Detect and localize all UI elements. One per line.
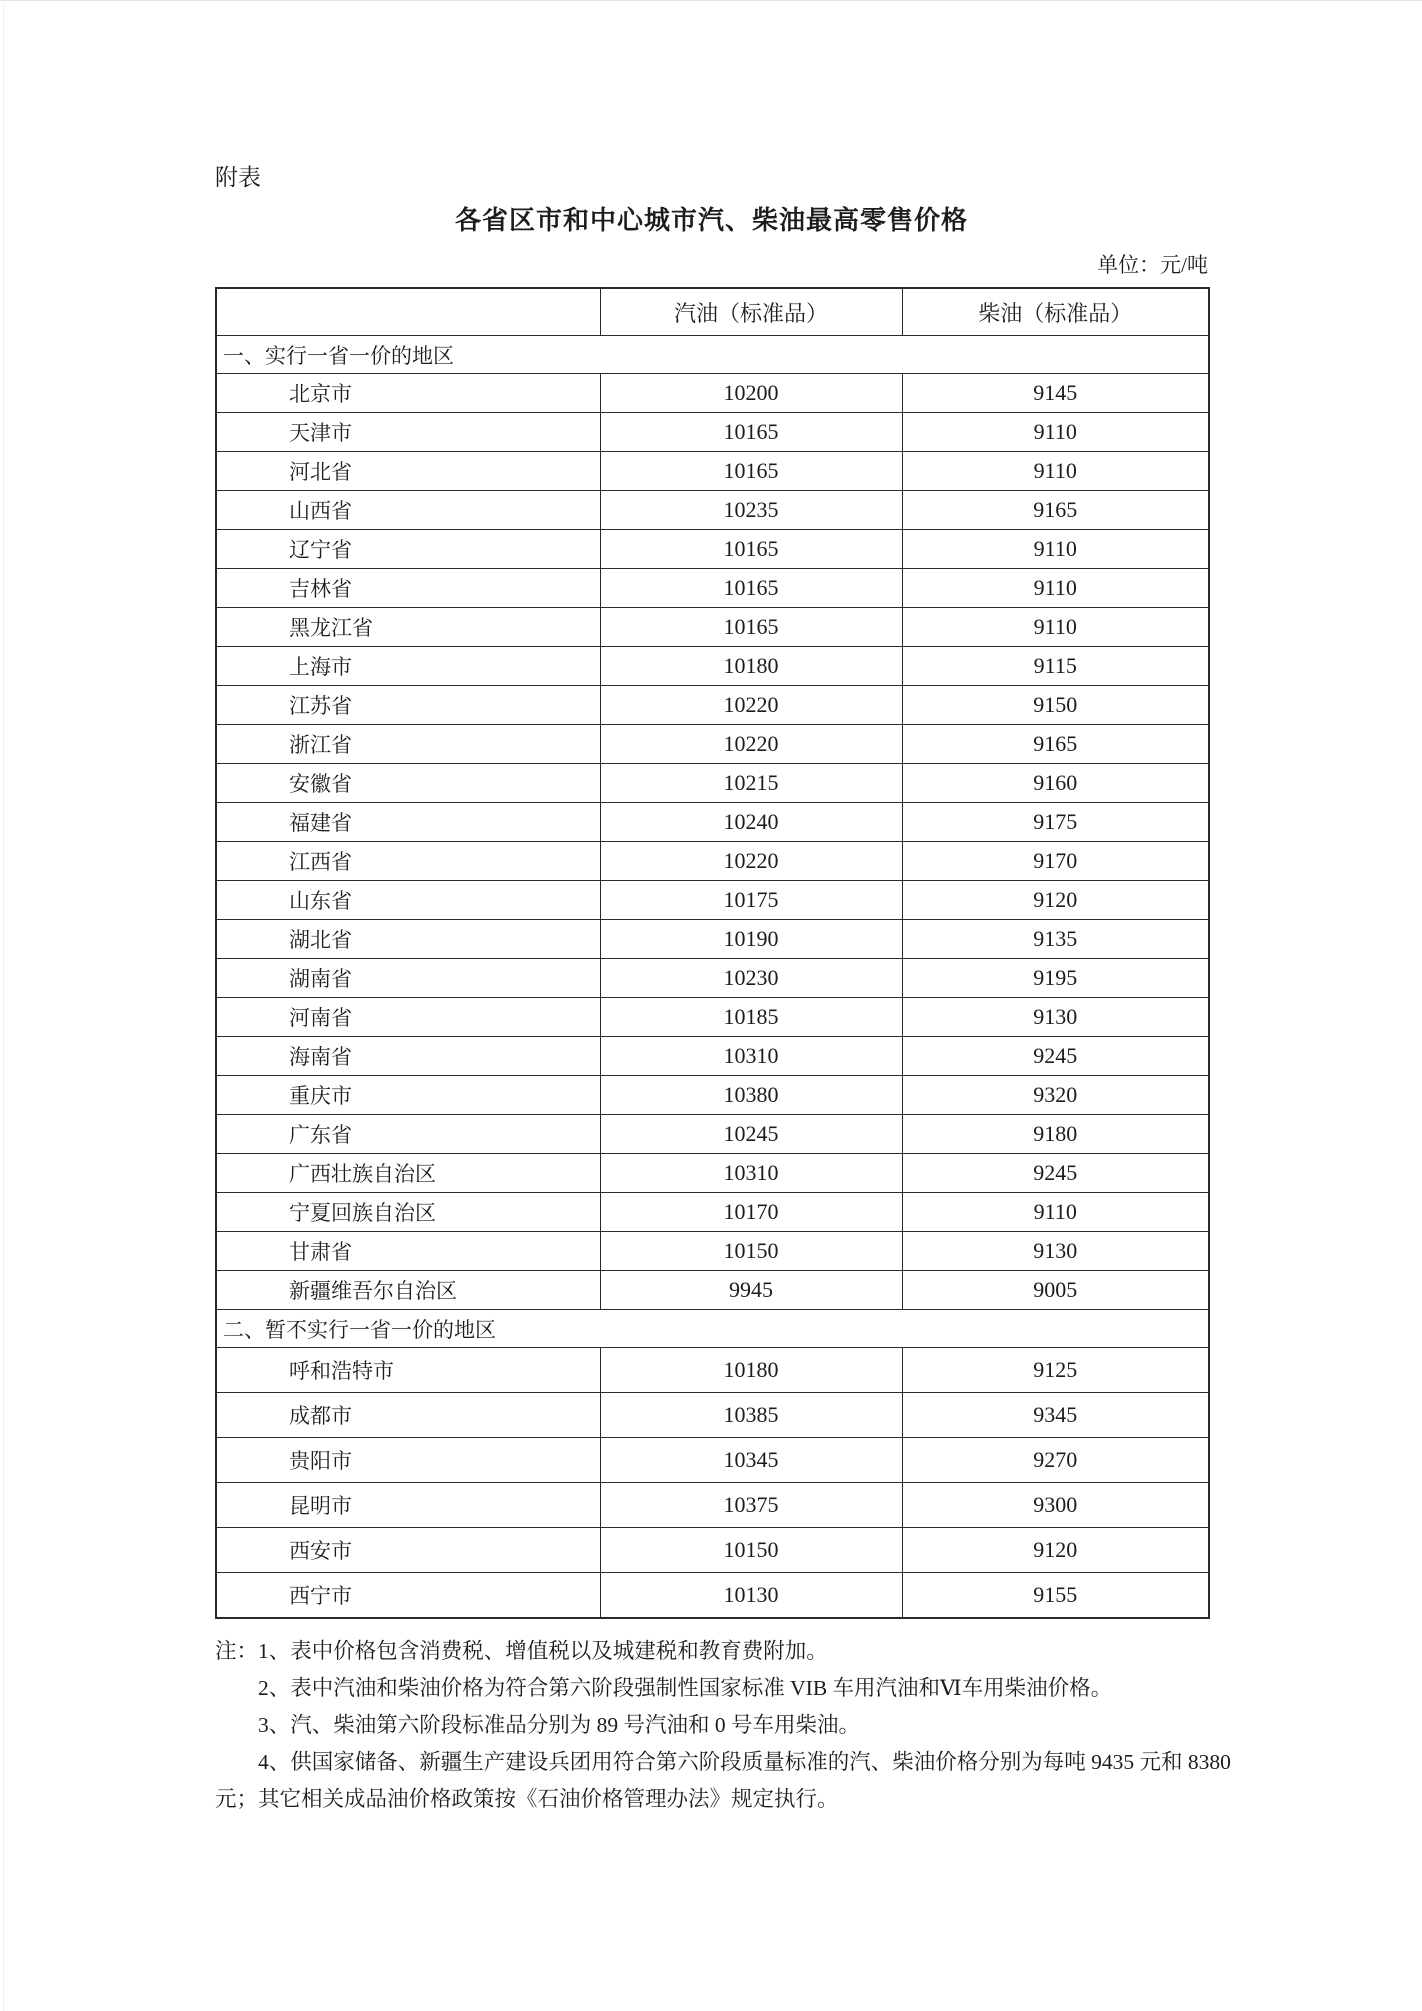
gasoline-price-cell: 10170 [600,1193,902,1232]
diesel-price-cell: 9130 [902,998,1209,1037]
region-cell: 江苏省 [216,686,600,725]
table-row [216,1271,1209,1310]
note-line: 3、汽、柴油第六阶段标准品分别为 89 号汽油和 0 号车用柴油。 [258,1713,861,1737]
region-cell: 江西省 [216,842,600,881]
region-cell: 宁夏回族自治区 [216,1193,600,1232]
document-sheet [215,0,1261,1818]
diesel-price-cell: 9320 [902,1076,1209,1115]
gasoline-price-cell: 9945 [600,1271,902,1310]
diesel-price-cell: 9135 [902,920,1209,959]
table-row [216,374,1209,413]
gasoline-price-cell: 10310 [600,1037,902,1076]
note-line: 2、表中汽油和柴油价格为符合第六阶段强制性国家标准 VIB 车用汽油和Ⅵ车用柴油价格。 [258,1676,1113,1700]
table-row [216,1232,1209,1271]
region-cell: 广东省 [216,1115,600,1154]
table-header-row [216,288,1209,336]
gasoline-price-cell: 10130 [600,1573,902,1619]
diesel-price-cell: 9160 [902,764,1209,803]
gasoline-price-cell: 10180 [600,647,902,686]
region-cell: 山东省 [216,881,600,920]
region-cell: 湖北省 [216,920,600,959]
diesel-column-header: 柴油（标准品） [902,288,1209,336]
region-cell: 天津市 [216,413,600,452]
diesel-price-cell: 9145 [902,374,1209,413]
table-row [216,686,1209,725]
region-cell: 吉林省 [216,569,600,608]
diesel-price-cell: 9195 [902,959,1209,998]
diesel-price-cell: 9110 [902,530,1209,569]
region-cell: 河南省 [216,998,600,1037]
unit-label: 单位：元/吨 [1097,253,1208,277]
diesel-price-cell: 9180 [902,1115,1209,1154]
table-row [216,608,1209,647]
table-row [216,530,1209,569]
table-row [216,1573,1209,1619]
diesel-price-cell: 9115 [902,647,1209,686]
table-row [216,725,1209,764]
diesel-price-cell: 9175 [902,803,1209,842]
table-row [216,491,1209,530]
gasoline-price-cell: 10180 [600,1348,902,1393]
table-row [216,1115,1209,1154]
table-row [216,1528,1209,1573]
gasoline-price-cell: 10235 [600,491,902,530]
region-cell: 上海市 [216,647,600,686]
notes-block [215,1633,1261,1818]
gasoline-price-cell: 10380 [600,1076,902,1115]
table-row [216,1193,1209,1232]
region-cell: 海南省 [216,1037,600,1076]
region-cell: 重庆市 [216,1076,600,1115]
gasoline-price-cell: 10165 [600,530,902,569]
gasoline-price-cell: 10245 [600,1115,902,1154]
gasoline-price-cell: 10220 [600,686,902,725]
diesel-price-cell: 9120 [902,1528,1209,1573]
gasoline-price-cell: 10165 [600,608,902,647]
fuel-price-table [215,287,1210,1619]
region-cell: 山西省 [216,491,600,530]
region-cell: 昆明市 [216,1483,600,1528]
gasoline-column-header: 汽油（标准品） [600,288,902,336]
region-cell: 成都市 [216,1393,600,1438]
section-label: 一、实行一省一价的地区 [216,336,1209,374]
gasoline-price-cell: 10150 [600,1528,902,1573]
gasoline-price-cell: 10345 [600,1438,902,1483]
gasoline-price-cell: 10175 [600,881,902,920]
diesel-price-cell: 9165 [902,491,1209,530]
page-title: 各省区市和中心城市汽、柴油最高零售价格 [454,206,968,235]
diesel-price-cell: 9110 [902,608,1209,647]
diesel-price-cell: 9245 [902,1154,1209,1193]
region-column-header [216,288,600,336]
gasoline-price-cell: 10200 [600,374,902,413]
region-cell: 广西壮族自治区 [216,1154,600,1193]
gasoline-price-cell: 10165 [600,569,902,608]
table-row [216,842,1209,881]
region-cell: 甘肃省 [216,1232,600,1271]
region-cell: 辽宁省 [216,530,600,569]
diesel-price-cell: 9110 [902,1193,1209,1232]
diesel-price-cell: 9130 [902,1232,1209,1271]
gasoline-price-cell: 10165 [600,452,902,491]
diesel-price-cell: 9125 [902,1348,1209,1393]
diesel-price-cell: 9110 [902,569,1209,608]
region-cell: 呼和浩特市 [216,1348,600,1393]
table-row [216,1483,1209,1528]
diesel-price-cell: 9270 [902,1438,1209,1483]
table-row [216,647,1209,686]
gasoline-price-cell: 10165 [600,413,902,452]
section-header-row [216,336,1209,374]
section-label: 二、暂不实行一省一价的地区 [216,1310,1209,1348]
table-row [216,1154,1209,1193]
table-row [216,1037,1209,1076]
diesel-price-cell: 9170 [902,842,1209,881]
gasoline-price-cell: 10385 [600,1393,902,1438]
note-line: 4、供国家储备、新疆生产建设兵团用符合第六阶段质量标准的汽、柴油价格分别为每吨 9435 元和 8380 元；其它相关成品油价格政策按《石油价格管理办法》规定执行。 [215,1750,1231,1811]
table-row [216,1438,1209,1483]
table-row [216,1348,1209,1393]
gasoline-price-cell: 10240 [600,803,902,842]
diesel-price-cell: 9345 [902,1393,1209,1438]
appendix-label: 附表 [215,165,261,190]
gasoline-price-cell: 10215 [600,764,902,803]
region-cell: 西安市 [216,1528,600,1573]
region-cell: 北京市 [216,374,600,413]
diesel-price-cell: 9005 [902,1271,1209,1310]
table-row [216,803,1209,842]
diesel-price-cell: 9110 [902,413,1209,452]
gasoline-price-cell: 10185 [600,998,902,1037]
table-row [216,1076,1209,1115]
table-row [216,452,1209,491]
region-cell: 贵阳市 [216,1438,600,1483]
region-cell: 福建省 [216,803,600,842]
region-cell: 黑龙江省 [216,608,600,647]
table-row [216,959,1209,998]
region-cell: 新疆维吾尔自治区 [216,1271,600,1310]
diesel-price-cell: 9150 [902,686,1209,725]
table-row [216,920,1209,959]
gasoline-price-cell: 10150 [600,1232,902,1271]
gasoline-price-cell: 10375 [600,1483,902,1528]
gasoline-price-cell: 10310 [600,1154,902,1193]
note-line: 注：1、表中价格包含消费税、增值税以及城建税和教育费附加。 [215,1639,828,1663]
table-row [216,764,1209,803]
section-header-row [216,1310,1209,1348]
table-body [216,336,1209,1619]
gasoline-price-cell: 10190 [600,920,902,959]
region-cell: 西宁市 [216,1573,600,1619]
table-row [216,998,1209,1037]
diesel-price-cell: 9120 [902,881,1209,920]
table-row [216,413,1209,452]
gasoline-price-cell: 10230 [600,959,902,998]
table-row [216,881,1209,920]
region-cell: 安徽省 [216,764,600,803]
gasoline-price-cell: 10220 [600,725,902,764]
diesel-price-cell: 9300 [902,1483,1209,1528]
diesel-price-cell: 9165 [902,725,1209,764]
gasoline-price-cell: 10220 [600,842,902,881]
region-cell: 河北省 [216,452,600,491]
region-cell: 湖南省 [216,959,600,998]
diesel-price-cell: 9155 [902,1573,1209,1619]
region-cell: 浙江省 [216,725,600,764]
table-row [216,1393,1209,1438]
diesel-price-cell: 9245 [902,1037,1209,1076]
diesel-price-cell: 9110 [902,452,1209,491]
table-row [216,569,1209,608]
